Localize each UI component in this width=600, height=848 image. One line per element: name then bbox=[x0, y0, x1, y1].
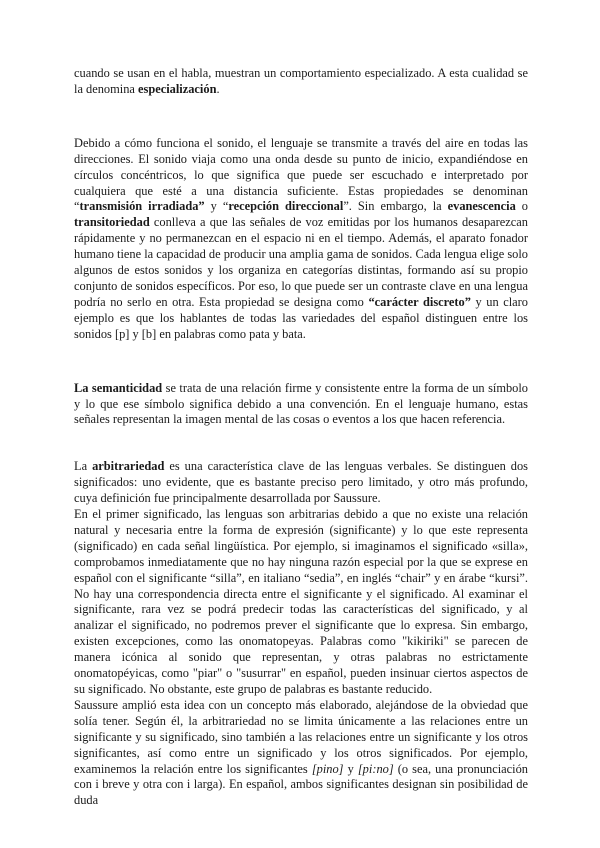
text-run: (o sea, una pronunciación con i breve y otra con i larga). En español, ambos significantes designan sin posibilidad de duda bbox=[74, 761, 529, 808]
text-run: . bbox=[216, 81, 220, 96]
paragraph-spacer bbox=[74, 343, 528, 381]
bold-term-especializacion: especialización bbox=[138, 81, 217, 96]
text-run: y bbox=[343, 761, 358, 776]
text-run: cuando se usan en el habla, muestran un comportamiento especializado. A esta cualidad se la denomina bbox=[74, 66, 528, 96]
bold-term-transmision-irradiada: transmisión irradiada” bbox=[79, 199, 205, 214]
bold-term-recepcion-direccional: recepción direccional bbox=[228, 199, 344, 214]
italic-term-pi-no: [pi:no] bbox=[357, 761, 394, 776]
text-run: En el primer significado, las lenguas son arbitrarias debido a que no existe una relación natural y necesaria entre la forma de expresión (significante) y lo que este representa (significado) en cada señal lingüística. Por ejemplo, si imaginamos el significado «silla», comprobamos inmediatamente que no hay ninguna razón especial por la que se exprese en español con el significante “silla”, en italiano “sedia”, en inglés “chair” y en árabe “kursi”. No hay una correspondencia directa entre el significante y el significado. Al examinar el significante, rara vez se podrá predecir todas las características del significado, y al analizar el significado, no podremos prever el significante que lo expresa. Sin embargo, existen excepciones, como las onomatopeyas. Palabras como "kikiriki" se parecen de manera icónica al sonido que representan, y otras palabras no estrictamente onomatopéyicas, como "piar" o "susurrar" en español, pueden insinuar ciertos aspectos de su significado. No obstante, este grupo de palabras es bastante reducido. bbox=[74, 507, 528, 696]
text-run: y “ bbox=[204, 199, 229, 214]
paragraph-especializacion bbox=[74, 66, 528, 98]
paragraph-spacer bbox=[74, 98, 528, 136]
bold-term-arbitrariedad: arbitrariedad bbox=[92, 459, 165, 474]
paragraph-semanticidad bbox=[74, 381, 528, 429]
bold-term-semanticidad: La semanticidad bbox=[74, 380, 163, 395]
bold-term-caracter-discreto: “carácter discreto” bbox=[368, 294, 471, 309]
paragraph-primer-significado bbox=[74, 507, 528, 698]
text-run: es una característica clave de las lenguas verbales. Se distinguen dos significados: uno evidente, que es bastante preciso pero limitado, y otro más profundo, cuya definición fue principalmente desarrollada por Saussure. bbox=[74, 459, 528, 506]
paragraph-transmision bbox=[74, 136, 528, 343]
bold-term-transitoriedad: transitoriedad bbox=[74, 215, 150, 230]
paragraph-spacer bbox=[74, 428, 528, 459]
text-run: La bbox=[74, 459, 93, 474]
text-run: se trata de una relación firme y consistente entre la forma de un símbolo y lo que ese símbolo significa debido a una convención. En el lenguaje humano, estas señales representan la imagen mental de las cosas o eventos a los que hacen referencia. bbox=[74, 380, 528, 427]
paragraph-arbitrariedad bbox=[74, 459, 528, 507]
italic-term-pino: [pino] bbox=[311, 761, 344, 776]
paragraph-saussure bbox=[74, 698, 528, 809]
bold-term-evanescencia: evanescencia bbox=[447, 199, 516, 214]
document-page bbox=[74, 66, 528, 809]
text-run: ”. Sin embargo, la bbox=[343, 199, 448, 214]
text-run: o bbox=[515, 199, 528, 214]
text-run: y un claro ejemplo es que los hablantes de todas las variedades del español distinguen entre los sonidos [p] y [b] en palabras como pata y bata. bbox=[74, 294, 528, 341]
text-run: Debido a cómo funciona el sonido, el lenguaje se transmite a través del aire en todas las direcciones. El sonido viaja como una onda desde su punto de inicio, expandiéndose en círculos concéntricos, lo que significa que puede ser escuchado e interpretado por cualquiera que esté a una distancia suficiente. Estas propiedades se denominan “ bbox=[74, 135, 528, 214]
text-run: conlleva a que las señales de voz emitidas por los humanos desaparezcan rápidamente y no permanezcan en el espacio ni en el tiempo. Además, el aparato fonador humano tiene la capacidad de producir una amplia gama de sonidos. Cada lengua elige solo algunos de estos sonidos y los organiza en categorías distintas, formando así su propio conjunto de sonidos específicos. Por eso, lo que puede ser un contraste clave en una lengua podría no serlo en otra. Esta propiedad se designa como bbox=[74, 215, 528, 309]
text-run: Saussure amplió esta idea con un concepto más elaborado, alejándose de la obviedad que solía tener. Según él, la arbitrariedad no se limita únicamente a las relaciones entre un significante y su significado, sino también a las relaciones entre un significante y los otros significantes, así como entre un significado y los otros significados. Por ejemplo, examinemos la relación entre los significantes bbox=[74, 697, 528, 776]
